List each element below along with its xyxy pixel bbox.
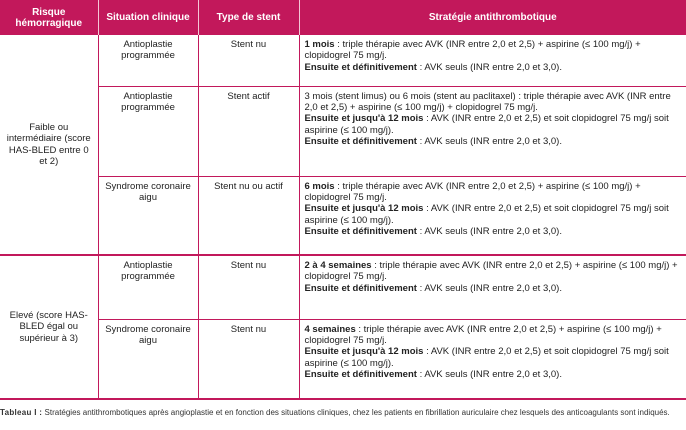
strategy-cell (299, 176, 686, 255)
stent-cell: Stent nu (198, 255, 299, 319)
strategy-paragraph (305, 113, 682, 136)
caption-text: Stratégies antithrombotiques après angioplastie et en fonction des situations cliniques, chez les patients en fibrillation auriculaire chez lesquels des anticoagulants sont indiqués. (44, 408, 670, 417)
strategy-paragraph (305, 226, 682, 237)
strategy-duration: 1 mois (304, 39, 335, 50)
table-body (0, 35, 686, 399)
strategy-text: : triple thérapie avec AVK (INR entre 2,0 et 2,5) + aspirine (≤ 100 mg/j) + clopidogrel 75 mg/j. (304, 180, 641, 203)
strategy-duration: Ensuite et jusqu'à 12 mois (304, 113, 424, 125)
strategy-cell (299, 319, 686, 399)
strategy-text: : triple thérapie avec AVK (INR entre 2,0 et 2,5) + aspirine (≤ 100 mg/j) + clopidogrel 75 mg/j. (304, 260, 678, 283)
strategy-paragraph (305, 369, 682, 380)
table-row (0, 255, 686, 319)
strategy-cell (299, 255, 686, 319)
header-strategie: Stratégie antithrombotique (299, 0, 686, 35)
strategy-text: : AVK seuls (INR entre 2,0 et 3,0). (416, 226, 562, 238)
situation-cell: Antioplastie programmée (98, 35, 198, 86)
strategy-paragraph (305, 91, 682, 114)
strategy-text: : triple thérapie avec AVK (INR entre 2,0 et 2,5) + aspirine (≤ 100 mg/j) + clopidogrel 75 mg/j. (304, 323, 662, 346)
table-row (0, 319, 686, 399)
stent-cell: Stent nu (198, 319, 299, 399)
strategy-text: : AVK (INR entre 2,0 et 2,5) et soit clopidogrel 75 mg/j soit aspirine (≤ 100 mg/j). (304, 113, 669, 136)
table-caption (0, 408, 686, 418)
strategy-duration: Ensuite et définitivement (304, 226, 417, 238)
caption-label: Tableau I : (0, 408, 43, 417)
strategy-duration: 6 mois (304, 180, 335, 192)
stent-cell: Stent nu ou actif (198, 176, 299, 255)
risk-cell: Faible ou intermédiaire (score HAS-BLED entre 0 et 2) (0, 35, 98, 255)
strategy-paragraph (305, 203, 682, 226)
strategy-paragraph (305, 62, 682, 73)
strategy-paragraph (305, 324, 682, 347)
risk-cell: Elevé (score HAS-BLED égal ou supérieur à 3) (0, 255, 98, 399)
stent-cell: Stent nu (198, 35, 299, 86)
table-row (0, 86, 686, 176)
header-risque: Risque hémorragique (0, 0, 98, 35)
strategy-duration: Ensuite et définitivement (304, 61, 417, 73)
strategy-text: : AVK seuls (INR entre 2,0 et 3,0). (416, 61, 562, 73)
table-row (0, 35, 686, 86)
strategy-duration: Ensuite et définitivement (304, 282, 417, 294)
header-stent: Type de stent (198, 0, 299, 35)
strategy-duration: 4 semaines (304, 323, 356, 335)
strategy-cell (299, 86, 686, 176)
strategy-paragraph (305, 346, 682, 369)
strategy-duration: Ensuite et définitivement (304, 369, 417, 381)
strategy-duration: 2 à 4 semaines (304, 260, 372, 271)
strategy-paragraph (305, 39, 682, 62)
strategy-text: : AVK seuls (INR entre 2,0 et 3,0). (416, 136, 562, 148)
strategy-cell (299, 35, 686, 86)
strategy-text: 3 mois (stent limus) ou 6 mois (stent au paclitaxel) : triple thérapie avec AVK (INR entre 2,0 et 2,5) + aspirine (≤ 100 mg/j) + clopidogrel 75 mg/j. (304, 90, 671, 113)
table-header (0, 0, 686, 35)
strategy-paragraph (305, 136, 682, 147)
strategy-paragraph (305, 283, 682, 294)
strategy-duration: Ensuite et jusqu'à 12 mois (304, 203, 424, 215)
strategy-paragraph (305, 260, 682, 283)
strategy-paragraph (305, 181, 682, 204)
strategy-text: : triple thérapie avec AVK (INR entre 2,0 et 2,5) + aspirine (≤ 100 mg/j) + clopidogrel 75 mg/j. (304, 39, 641, 62)
strategy-text: : AVK (INR entre 2,0 et 2,5) et soit clopidogrel 75 mg/j soit aspirine (≤ 100 mg/j). (304, 346, 669, 369)
header-situation: Situation clinique (98, 0, 198, 35)
situation-cell: Antioplastie programmée (98, 255, 198, 319)
strategy-duration: Ensuite et jusqu'à 12 mois (304, 346, 424, 358)
strategy-text: : AVK (INR entre 2,0 et 2,5) et soit clopidogrel 75 mg/j soit aspirine (≤ 100 mg/j). (304, 203, 669, 226)
situation-cell: Syndrome coronaire aigu (98, 319, 198, 399)
table-row (0, 176, 686, 255)
stent-cell: Stent actif (198, 86, 299, 176)
situation-cell: Antioplastie programmée (98, 86, 198, 176)
strategy-text: : AVK seuls (INR entre 2,0 et 3,0). (416, 282, 562, 294)
strategy-text: : AVK seuls (INR entre 2,0 et 3,0). (416, 369, 562, 381)
strategy-duration: Ensuite et définitivement (304, 136, 417, 148)
situation-cell: Syndrome coronaire aigu (98, 176, 198, 255)
